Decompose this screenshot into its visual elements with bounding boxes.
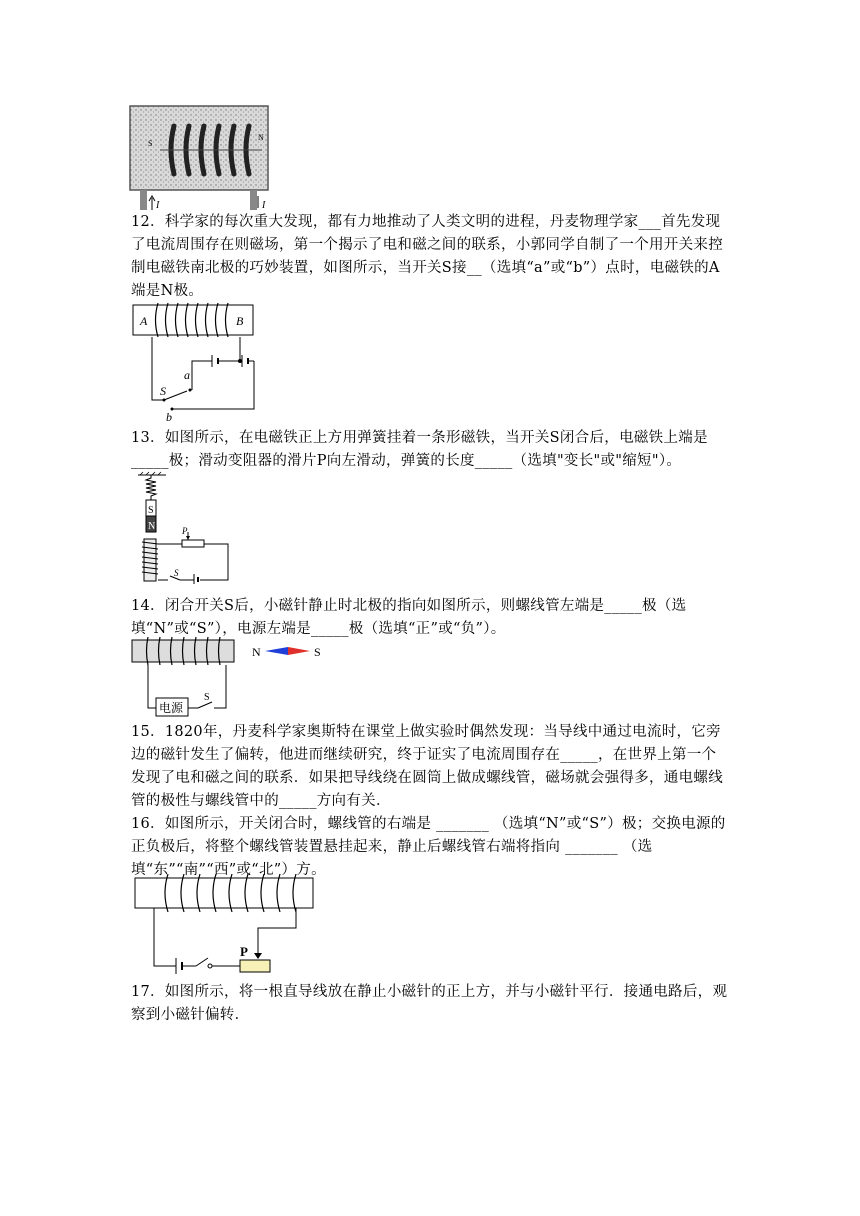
svg-text:a: a: [184, 368, 190, 382]
figure-q16-solenoid-rheostat: [134, 870, 316, 976]
figure-iron-filings-solenoid: [130, 104, 270, 212]
pole-label-left: S: [148, 139, 153, 148]
svg-text:S: S: [174, 568, 179, 578]
slider-p-label: P: [240, 944, 248, 959]
question-12-text: 12．科学家的每次重大发现，都有力地推动了人类文明的进程，丹麦物理学家___首先发现了电流周围存在则磁场，第一个揭示了电和磁之间的联系，小郭同学自制了一个用开关来控制电磁铁南北极的巧妙装置，如图所示，当开关S接__（选填“a”或“b”）点时，电磁铁的A端是N极。: [131, 214, 723, 299]
svg-text:N: N: [148, 521, 156, 532]
figure-q12-circuit: [132, 303, 256, 424]
svg-text:S: S: [148, 505, 154, 516]
needle-s-label: S: [314, 645, 321, 659]
current-label-left: I: [156, 200, 160, 211]
question-15-text: 15．1820年，丹麦科学家奥斯特在课堂上做实验时偶然发现：当导线中通过电流时，它旁边的磁针发生了偏转，他进而继续研究，终于证实了电流周围存在_____，在世界上第一个发现了电和磁之间的联系．如果把导线绕在圆筒上做成螺线管，磁场就会强得多，通电螺线管的极性与螺线管中的_____方向有关．: [131, 724, 723, 809]
current-label-right: I: [262, 200, 266, 211]
figure-q14-solenoid-compass: [130, 634, 330, 718]
question-16-text: 16．如图所示，开关闭合时，螺线管的右端是 _______ （选填“N”或“S”）极；交换电源的正负极后，将整个螺线管装置悬挂起来，静止后螺线管右端将指向 _______ （选填“东”“南”“西”或“北”）方。: [131, 816, 726, 878]
svg-text:b: b: [166, 410, 172, 424]
question-13-text: 13．如图所示，在电磁铁正上方用弹簧挂着一条形磁铁，当开关S闭合后，电磁铁上端是_____极；滑动变阻器的滑片P向左滑动，弹簧的长度_____（选填"变长"或"缩短"）。: [131, 430, 708, 469]
needle-n-label: N: [252, 645, 261, 659]
figure-q13-spring-electromagnet: [136, 472, 232, 586]
svg-text:S: S: [204, 692, 210, 703]
power-source-label: 电源: [159, 701, 184, 715]
question-14-text: 14．闭合开关S后，小磁针静止时北极的指向如图所示，则螺线管左端是_____极（选填“N”或“S”），电源左端是_____极（选填“正”或“负”）。: [131, 598, 687, 637]
question-17-text: 17．如图所示，将一根直导线放在静止小磁针的正上方，并与小磁针平行．接通电路后，观察到小磁针偏转．: [131, 984, 728, 1023]
svg-text:A: A: [140, 314, 148, 328]
pole-label-right: N: [258, 133, 264, 142]
svg-text:P: P: [182, 526, 188, 536]
svg-text:S: S: [160, 384, 166, 398]
svg-text:B: B: [236, 314, 244, 328]
